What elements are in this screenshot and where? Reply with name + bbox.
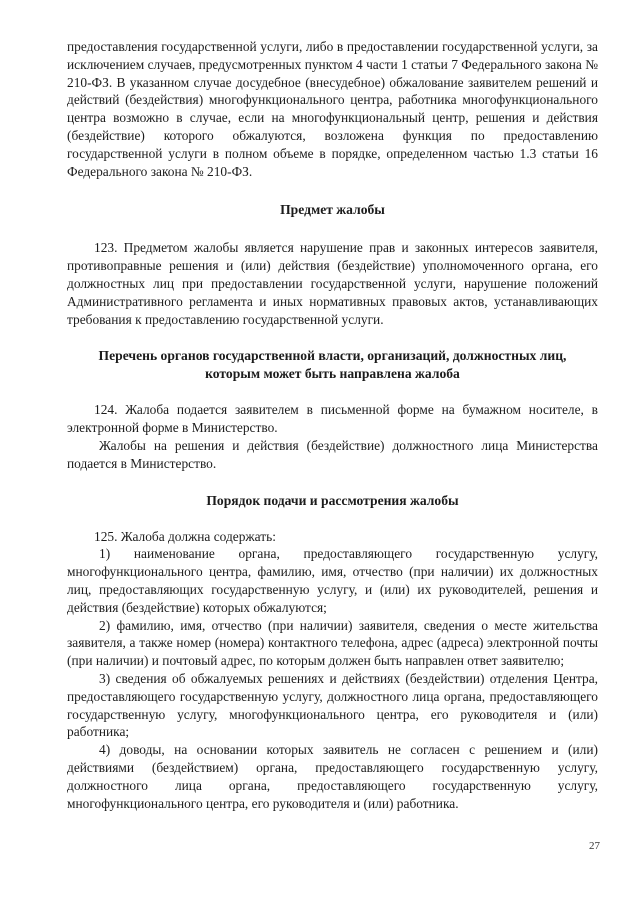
paragraph-124: 124. Жалоба подается заявителем в письменной форме на бумажном носителе, в электронной форме в Министерство. — [67, 402, 598, 436]
paragraph-123: 123. Предметом жалобы является нарушение прав и законных интересов заявителя, противоправные решения и (или) действия (бездействие) уполномоченного органа, его должностных лиц при предоставлении государственной услуги, нарушение положений Административного регламента и иных нормативных правовых актов, устанавливающих требования к предоставлению государственной услуги. — [67, 240, 598, 327]
paragraph-125: 125. Жалоба должна содержать: — [94, 528, 276, 544]
heading-bodies-list-line1: Перечень органов государственной власти, организаций, должностных лиц, — [98, 348, 567, 364]
list-item-2: 2) фамилию, имя, отчество (при наличии) заявителя, сведения о месте жительства заявителя, а также номер (номера) контактного телефона, адрес (адреса) электронной почты (при наличии) и почтовый адрес, по которым должен быть направлен ответ заявителю; — [67, 617, 598, 669]
paragraph-intro: предоставления государственной услуги, либо в предоставлении государственной услуги, за исключением случаев, предусмотренных пунктом 4 части 1 статьи 7 Федерального закона № 210-ФЗ. В указанном случае досудебное (внесудебное) обжалование заявителем решений и действий (бездействия) многофункционального центра, работника многофункционального центра возможно в случае, если на многофункциональный центр, решения и действия (бездействие) которого обжалуются, возложена функция по предоставлению государственной услуги в полном объеме в порядке, определенном частью 1.3 статьи 16 Федерального закона № 210-ФЗ. — [67, 39, 598, 179]
heading-bodies-list-line2: которым может быть направлена жалоба — [205, 366, 460, 382]
heading-bodies-list — [67, 347, 598, 383]
page-number: 27 — [589, 840, 600, 852]
heading-subject-of-complaint: Предмет жалобы — [280, 202, 385, 218]
heading-submission-procedure: Порядок подачи и рассмотрения жалобы — [206, 492, 459, 508]
list-item-4: 4) доводы, на основании которых заявитель не согласен с решением и (или) действиями (бездействием) органа, предоставляющего государственную услугу, должностного лица органа, предоставляющего государственную услугу, многофункционального центра, его руководителя и (или) работника. — [67, 742, 598, 811]
list-item-3: 3) сведения об обжалуемых решениях и действиях (бездействии) отделения Центра, предоставляющего государственную услугу, должностного лица органа, предоставляющего государственную услугу, многофункционального центра, его руководителя и (или) работника; — [67, 670, 598, 740]
list-item-1: 1) наименование органа, предоставляющего государственную услугу, многофункционального центра, фамилию, имя, отчество (при наличии) их должностных лиц, предоставляющих государственную услугу, и (или) их руководителей, решения и действия (бездействие) которых обжалуются; — [67, 546, 598, 615]
paragraph-124-continued: Жалобы на решения и действия (бездействие) должностного лица Министерства подается в Министерство. — [67, 437, 598, 471]
